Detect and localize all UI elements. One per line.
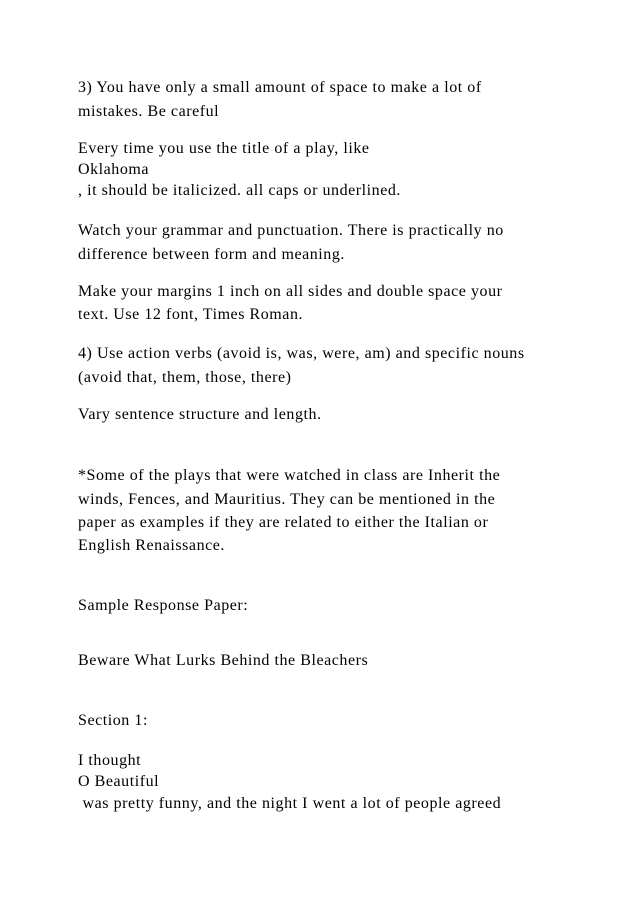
text-line: paper as examples if they are related to either the Italian or [78, 514, 489, 531]
text-line: text. Use 12 font, Times Roman. [78, 306, 304, 323]
section-heading: Sample Response Paper: [78, 597, 249, 614]
text-line: Every time you use the title of a play, like [78, 140, 370, 157]
text-line: Watch your grammar and punctuation. There is practically no [78, 222, 504, 239]
text-line: winds, Fences, and Mauritius. They can be mentioned in the [78, 491, 496, 508]
text-line: *Some of the plays that were watched in class are Inherit the [78, 467, 501, 484]
text-line: Make your margins 1 inch on all sides and double space your [78, 283, 503, 300]
text-line: mistakes. Be careful [78, 103, 220, 120]
text-line: Oklahoma [78, 161, 150, 178]
text-line: 3) You have only a small amount of space to make a lot of [78, 79, 482, 96]
section-heading: Section 1: [78, 712, 148, 729]
text-line: 4) Use action verbs (avoid is, was, were, am) and specific nouns [78, 345, 525, 362]
text-line: (avoid that, them, those, there) [78, 369, 292, 386]
text-line: , it should be italicized. all caps or underlined. [78, 182, 401, 199]
text-line: difference between form and meaning. [78, 246, 345, 263]
text-line: English Renaissance. [78, 537, 225, 554]
text-line: Vary sentence structure and length. [78, 406, 322, 423]
text-line: was pretty funny, and the night I went a lot of people agreed [78, 795, 502, 812]
paper-title: Beware What Lurks Behind the Bleachers [78, 652, 369, 669]
text-line: O Beautiful [78, 773, 160, 790]
text-line: I thought [78, 752, 142, 769]
